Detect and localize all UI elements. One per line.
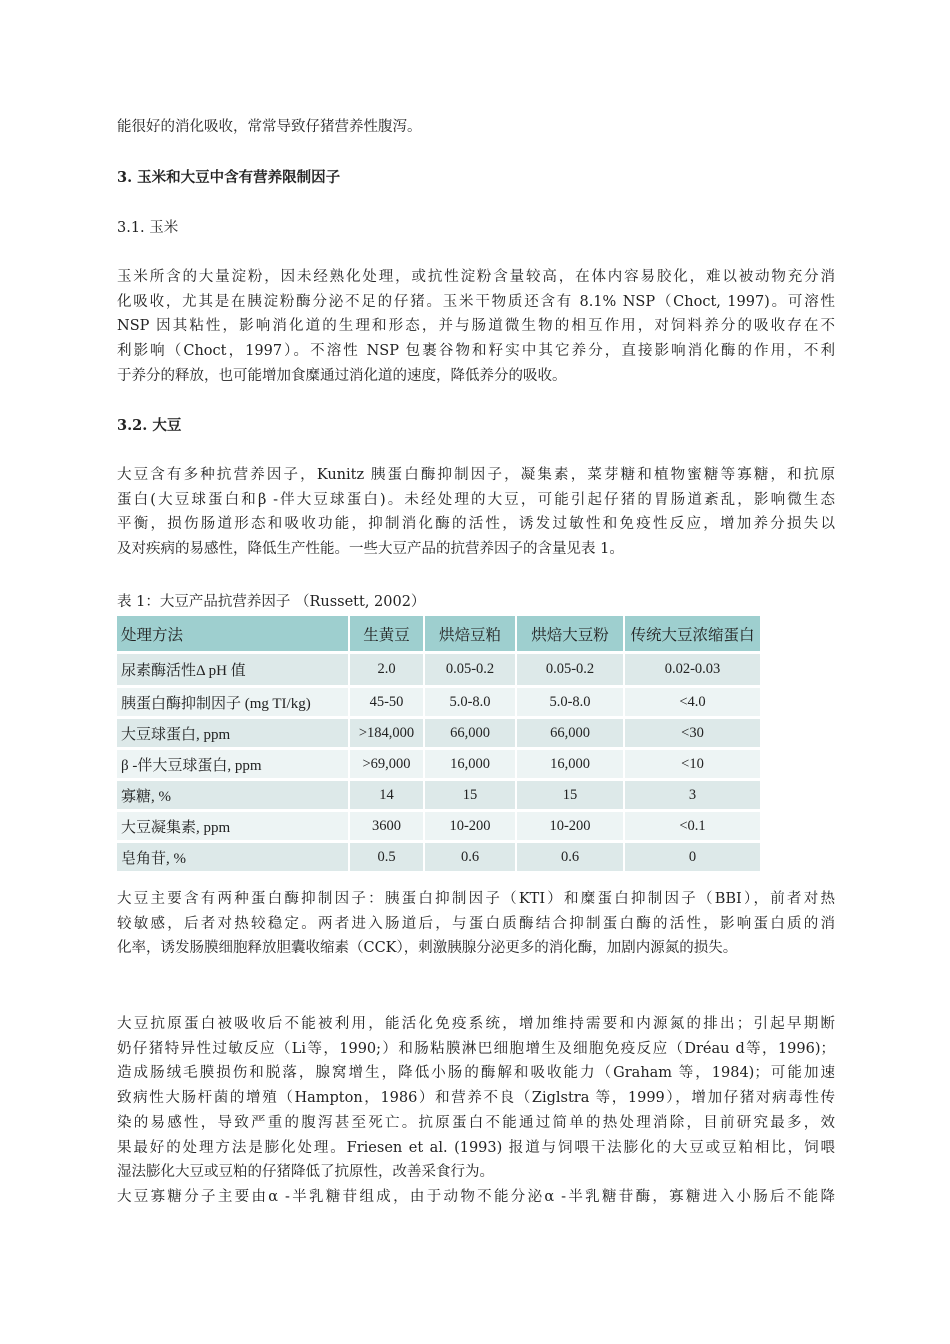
oligosaccharide-paragraph	[117, 1185, 835, 1210]
text-line: 大豆抗原蛋白被吸收后不能被利用，能活化免疫系统，增加维持需要和内源氮的排出；引起早期断	[117, 1016, 835, 1032]
anti-nutritional-factors-table	[115, 613, 762, 874]
table-row	[117, 843, 760, 871]
text-line: 于养分的释放，也可能增加食糜通过消化道的速度，降低养分的吸收。	[117, 367, 567, 384]
table-cell: 0.02-0.03	[625, 654, 760, 685]
table-cell: 0.6	[425, 843, 515, 871]
table-cell: 大豆凝集素, ppm	[117, 812, 348, 840]
column-header: 传统大豆浓缩蛋白	[625, 616, 760, 651]
table-row	[117, 812, 760, 840]
text-line: 奶仔猪特异性过敏反应（Li等，1990;）和肠粘膜淋巴细胞增生及细胞免疫反应（Dréau d等，1996)；	[117, 1040, 835, 1057]
antigen-paragraph	[117, 1012, 835, 1185]
column-header: 烘焙大豆粉	[517, 616, 623, 651]
table-cell: 3600	[350, 812, 423, 840]
table-cell: 16,000	[517, 750, 623, 778]
table-cell: 0.6	[517, 843, 623, 871]
table-cell: 15	[425, 781, 515, 809]
section-3-heading: 3. 玉米和大豆中含有营养限制因子	[117, 169, 341, 186]
column-header: 生黄豆	[350, 616, 423, 651]
table-cell: <4.0	[625, 688, 760, 716]
table-cell: <30	[625, 719, 760, 747]
table-cell: β -伴大豆球蛋白, ppm	[117, 750, 348, 778]
table-cell: 66,000	[517, 719, 623, 747]
table-cell: 10-200	[517, 812, 623, 840]
text-line: 大豆含有多种抗营养因子，Kunitz 胰蛋白酶抑制因子，凝集素，菜芽糖和植物蜜糖等寡糖，和抗原	[117, 467, 835, 483]
section-3-2-heading: 3.2. 大豆	[117, 417, 182, 434]
table-header-row	[117, 616, 760, 651]
text-line: 化率，诱发肠膜细胞释放胆囊收缩素（CCK），刺激胰腺分泌更多的消化酶，加剧内源氮的损失。	[117, 940, 738, 957]
table-cell: >69,000	[350, 750, 423, 778]
table-cell: 0	[625, 843, 760, 871]
text-line: 染的易感性，导致严重的腹泻甚至死亡。抗原蛋白不能通过简单的热处理消除，目前研究最多，效	[117, 1114, 835, 1131]
table-row	[117, 781, 760, 809]
table-cell: 14	[350, 781, 423, 809]
table-row	[117, 688, 760, 716]
text-line: 造成肠绒毛膜损伤和脱落，腺窝增生，降低小肠的酶解和吸收能力（Graham 等，1984)；可能加速	[117, 1065, 835, 1082]
table-cell: 0.05-0.2	[425, 654, 515, 685]
table-cell: 大豆球蛋白, ppm	[117, 719, 348, 747]
table-cell: 16,000	[425, 750, 515, 778]
table-caption: 表 1：大豆产品抗营养因子 （Russett, 2002）	[117, 594, 426, 610]
text-line: 湿法膨化大豆或豆粕的仔猪降低了抗原性，改善采食行为。	[117, 1164, 494, 1181]
intro-line: 能很好的消化吸收，常常导致仔猪营养性腹泻。	[117, 119, 422, 135]
text-line: 大豆寡糖分子主要由α -半乳糖苷组成，由于动物不能分泌α -半乳糖苷酶，寡糖进入小肠后不能降	[117, 1189, 835, 1205]
table-cell: 0.5	[350, 843, 423, 871]
table-cell: 胰蛋白酶抑制因子 (mg TI/kg)	[117, 688, 348, 716]
table-cell: 皂角苷, %	[117, 843, 348, 871]
table-cell: 0.05-0.2	[517, 654, 623, 685]
text-line: 利影响（Choct，1997）。不溶性 NSP 包裹谷物和籽实中其它养分，直接影响消化酶的作用，不利	[117, 343, 835, 360]
table-cell: 15	[517, 781, 623, 809]
table-cell: 5.0-8.0	[517, 688, 623, 716]
text-line: 较敏感，后者对热较稳定。两者进入肠道后，与蛋白质酶结合抑制蛋白酶的活性，影响蛋白质的消	[117, 915, 835, 932]
table-row	[117, 654, 760, 685]
table-cell: 寡糖, %	[117, 781, 348, 809]
text-line: 蛋白(大豆球蛋白和β -伴大豆球蛋白)。未经处理的大豆，可能引起仔猪的胃肠道紊乱，影响微生态	[117, 491, 835, 508]
table-cell: 45-50	[350, 688, 423, 716]
section-3-1-heading: 3.1. 玉米	[117, 220, 179, 236]
text-line: 及对疾病的易感性，降低生产性能。一些大豆产品的抗营养因子的含量见表 1。	[117, 541, 624, 558]
text-line: NSP 因其粘性，影响消化道的生理和形态，并与肠道微生物的相互作用，对饲料养分的吸收存在不	[117, 318, 835, 335]
table-cell: 66,000	[425, 719, 515, 747]
text-line: 平衡，损伤肠道形态和吸收功能，抑制消化酶的活性，诱发过敏性和免疫性反应，增加养分损失以	[117, 516, 835, 533]
text-line: 化吸收，尤其是在胰淀粉酶分泌不足的仔猪。玉米干物质还含有 8.1% NSP（Choct, 1997)。可溶性	[117, 293, 835, 310]
column-header: 处理方法	[117, 616, 348, 651]
text-line: 致病性大肠杆菌的增殖（Hampton，1986）和营养不良（Ziglstra 等，1999），增加仔猪对病毒性传	[117, 1090, 835, 1107]
text-line: 大豆主要含有两种蛋白酶抑制因子：胰蛋白抑制因子（KTI）和糜蛋白抑制因子（BBI），前者对热	[117, 891, 835, 907]
table-cell: 2.0	[350, 654, 423, 685]
table-cell: 3	[625, 781, 760, 809]
table-cell: 尿素酶活性Δ pH 值	[117, 654, 348, 685]
text-line: 玉米所含的大量淀粉，因未经熟化处理，或抗性淀粉含量较高，在体内容易胶化，难以被动物充分消	[117, 269, 835, 285]
column-header: 烘焙豆粕	[425, 616, 515, 651]
table-cell: 10-200	[425, 812, 515, 840]
table-cell: 5.0-8.0	[425, 688, 515, 716]
text-line: 果最好的处理方法是膨化处理。Friesen et al. (1993) 报道与饲喂干法膨化的大豆或豆粕相比，饲喂	[117, 1139, 835, 1156]
table-row	[117, 750, 760, 778]
table-cell: <10	[625, 750, 760, 778]
corn-paragraph	[117, 265, 835, 389]
soy-paragraph	[117, 463, 835, 562]
table-cell: >184,000	[350, 719, 423, 747]
inhibitor-paragraph	[117, 887, 835, 961]
table-row	[117, 719, 760, 747]
table-cell: <0.1	[625, 812, 760, 840]
